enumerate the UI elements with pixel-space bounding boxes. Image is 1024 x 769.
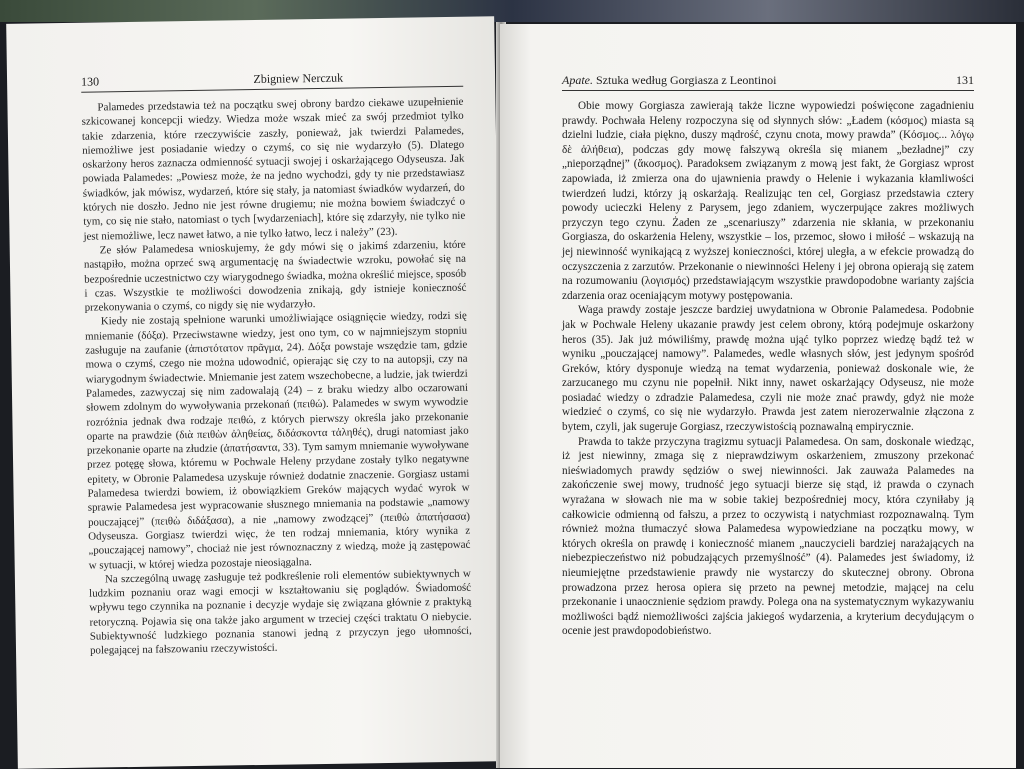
left-paragraph-3: Kiedy nie zostają spełnione warunki umożliwiające osiągnięcie wiedzy, rodzi się mniemanie (δόξα). Przeciwstawne wiedzy, jest ono tym, co w najmniejszym stopniu zasługuje na zaufanie (ἀπιστότατον πρᾶγμα, 24). Δόξα powstaje wszędzie tam, gdzie mowa o czymś, czego nie można udowodnić, opierając się czy to na autopsji, czy na wiarygodnym świadectwie. Mniemanie jest zatem wszechobecne, a ludzie, jak twierdzi Palamedes, zazwyczaj się nim zadowalają (24) – z braku wiedzy albo oczarowani słowem zdolnym do wywoływania przekonań (πειθώ). Palamedes w swym wywodzie rozróżnia jednak dwa rodzaje πειθώ, z których pierwszy określa jako przekonanie oparte na prawdzie (διὰ πειθὼν ἀληθείας, διδάσκοντα τἀληθές), drugi natomiast jako przekonanie oparte na złudzie (ἀπατήσαντα, 33). Tym samym mniemanie wywoływane przez potęgę słowa, któremu w Pochwale Heleny przydane zostały tylko negatywne epitety, w Obronie Palamedesa uzyskuje również dodatnie znaczenie. Gorgiasz ustami Palamedesa twierdzi bowiem, iż obowiązkiem Greków mających wydać wyrok w sprawie Palamedesa jest wypracowanie słusznego mniemania na podstawie „namowy pouczającej” (πειθὼ διδάξασα), a nie „namowy zwodzącej” (πειθὼ ἀπατήσασα) Odyseusza. Gorgiasz twierdzi więc, że ten rodzaj mniemania, który wynika z „pouczającej namowy”, chociaż nie jest równoznaczny z wiedzą, może ją zastępować w sytuacji, w której wiedza pozostaje nieosiągalna.	[85, 310, 471, 572]
left-paragraph-1: Palamedes przedstawia też na początku swej obrony bardzo ciekawe uzupełnienie szkicowanej koncepcji wiedzy. Wiedza może wszak mieć za swój przedmiot tylko takie zdarzenia, które rzeczywiście zaszły, ponieważ, jak twierdzi Palamedes, niemożliwe jest posiadanie wiedzy o czymś, co się nie wydarzyło (5). Dlatego oskarżony heros zaznacza odmienność sytuacji swojej i oskarżającego Odyseusza. Jak powiada Palamedes: „Powiesz może, że na jedno wychodzi, gdy ty nie przedstawiasz świadków, jak mówisz, wydarzeń, które się stały, ja natomiast świadków wydarzeń, do których nie doszło. Jedno nie jest równe drugiemu; nie można bowiem świadczyć o tym, co się nie stało, natomiast o tych [wydarzeniach], które się zdarzyły, nie tylko nie jest niemożliwe, lecz nawet łatwo, a nie tylko łatwo, lecz i należy” (23).	[81, 95, 466, 243]
right-page-number: 131	[956, 73, 974, 87]
right-book-page	[500, 24, 1016, 768]
right-running-title	[562, 73, 776, 88]
left-book-page	[6, 16, 506, 769]
right-paragraph-3: Prawda to także przyczyna tragizmu sytuacji Palamedesa. On sam, doskonale wiedząc, iż jest niewinny, zmaga się z nieprawdziwym oskarżeniem, zmuszony przekonać nieświadomych prawdy sędziów o swej niewinności. Jak zauważa Palamedes na zakończenie swej mowy, trudność jego sytuacji bierze się stąd, iż prawda o czynach wyrażana w słowach nie ma w sobie takiej bezpośredniej mocy, która czyniłaby ją całkowicie odmienną od fałszu, a przez to oczywistą i natychmiast rozpoznawalną. Tym również można tłumaczyć słowa Palamedesa wypowiedziane na początku mowy, w których określa on prawdę i konieczność mianem „nauczycieli bardziej narażających na niebezpieczeństwo niż pobudzających przemyślność” (4). Palamedes jest świadomy, iż nieumiejętne przedstawienie prawdy nie wystarczy do skutecznej obrony. Obrona prowadzona przez herosa opiera się przeto na pewnej metodzie, mającej na celu przekonanie i unaocznienie sędziom prawdy. Polega ona na systematycznym wykazywaniu możliwości bądź niemożliwości zajścia jakiegoś wydarzenia, a kryterium decydującym o ocenie jest prawdopodobieństwo.	[562, 435, 974, 638]
right-running-title-italic: Apate.	[562, 73, 593, 87]
left-page-number: 130	[80, 74, 100, 89]
right-running-title-rest: Sztuka według Gorgiasza z Leontinoi	[593, 73, 777, 87]
left-running-head	[81, 69, 463, 93]
left-page-text	[81, 95, 472, 659]
left-running-title: Zbigniew Nerczuk	[253, 70, 344, 87]
right-running-head	[562, 73, 974, 91]
desk-background	[0, 0, 1024, 22]
right-paragraph-2: Waga prawdy zostaje jeszcze bardziej uwydatniona w Obronie Palamedesa. Podobnie jak w Pochwale Heleny ukazanie prawdy jest celem obrony, którą podejmuje oskarżony heros (35). Jak już mówiliśmy, prawdę można ująć tylko poprzez wiedzę bądź też w wyniku „pouczającej namowy”. Palamedes, wedle własnych słów, jest jedynym spośród Greków, który dysponuje wiedzą na temat wydarzenia, ponieważ doskonale wie, że zarzucanego mu czynu nie popełnił. Nikt inny, nawet oskarżający Odyseusz, nie może posiadać wiedzy o zdradzie Palamedesa, czyli nie może znać prawdy, gdyż nie może wiedzieć o czymś, co się nie wydarzyło. Prawda jest zatem nierozerwalnie złączona z bytem, czyli, jak sugeruje Gorgiasz, rzeczywistością poznawalną empirycznie.	[562, 304, 974, 434]
left-paragraph-4: Na szczególną uwagę zasługuje też podkreślenie roli elementów subiektywnych w ludzkim poznaniu oraz wagi emocji w kształtowaniu się poglądów. Świadomość wpływu tego czynnika na poznanie i decyzje wydaje się związana głównie z praktyką retoryczną. Pojawia się ona także jako argument w trzeciej części traktatu O niebycie. Subiektywność ludzkiego poznania stanowi jedną z przyczyn jego ułomności, polegającej na fałszowaniu rzeczywistości.	[89, 567, 472, 657]
right-paragraph-1: Obie mowy Gorgiasza zawierają także liczne wypowiedzi poświęcone zagadnieniu prawdy. Pochwała Heleny rozpoczyna się od słynnych słów: „Ładem (κόσμος) miasta są dzielni ludzie, ciała piękno, duszy mądrość, czynu cnota, mowy prawda” (Κόσμος... λόγῳ δὲ ἀλήθεια), podczas gdy mowę fałszywą określa się mianem „bezładnej” czy „nieporządnej” (ἄκοσμος). Paradoksem związanym z mową jest fakt, że Gorgiasz wprost zapowiada, iż zmierza ona do ujawnienia prawdy o Helenie i wykazania kłamliwości twierdzeń ludzi, którzy ją oskarżają. Realizując ten cel, Gorgiasz przedstawia cztery powody ucieczki Heleny z Parysem, jego zdaniem, wyczerpujące zakres możliwych przyczyn tego czynu. Żaden ze „scenariuszy” zdarzenia nie skłania, w przekonaniu Gorgiasza, do oskarżenia Heleny, wszystkie – los, przemoc, słowo i miłość – wskazują na jej niewinność wynikającą z wyższej konieczności, której uległa, a w efekcie prowadzą do oczyszczenia z zarzutów. Przekonanie o niewinności Heleny i jej obrona opierają się zatem na rozumowaniu (λογισμός) przedstawiającym wszystkie prawdopodobne warianty zajścia zdarzenia oraz oceniającym motywy postępowania.	[562, 100, 974, 302]
right-page-text	[562, 99, 974, 639]
left-paragraph-2: Ze słów Palamedesa wnioskujemy, że gdy mówi się o jakimś zdarzeniu, które nastąpiło, można oprzeć swą argumentację na świadectwie wzroku, powołać się na bezpośrednie uczestnictwo czy wiarygodnego świadka, można określić miejsce, sposób i czas. Wszystkie te możliwości dowodzenia znikają, gdy istnieje konieczność przekonywania o czymś, co nigdy się nie wydarzyło.	[83, 238, 467, 314]
